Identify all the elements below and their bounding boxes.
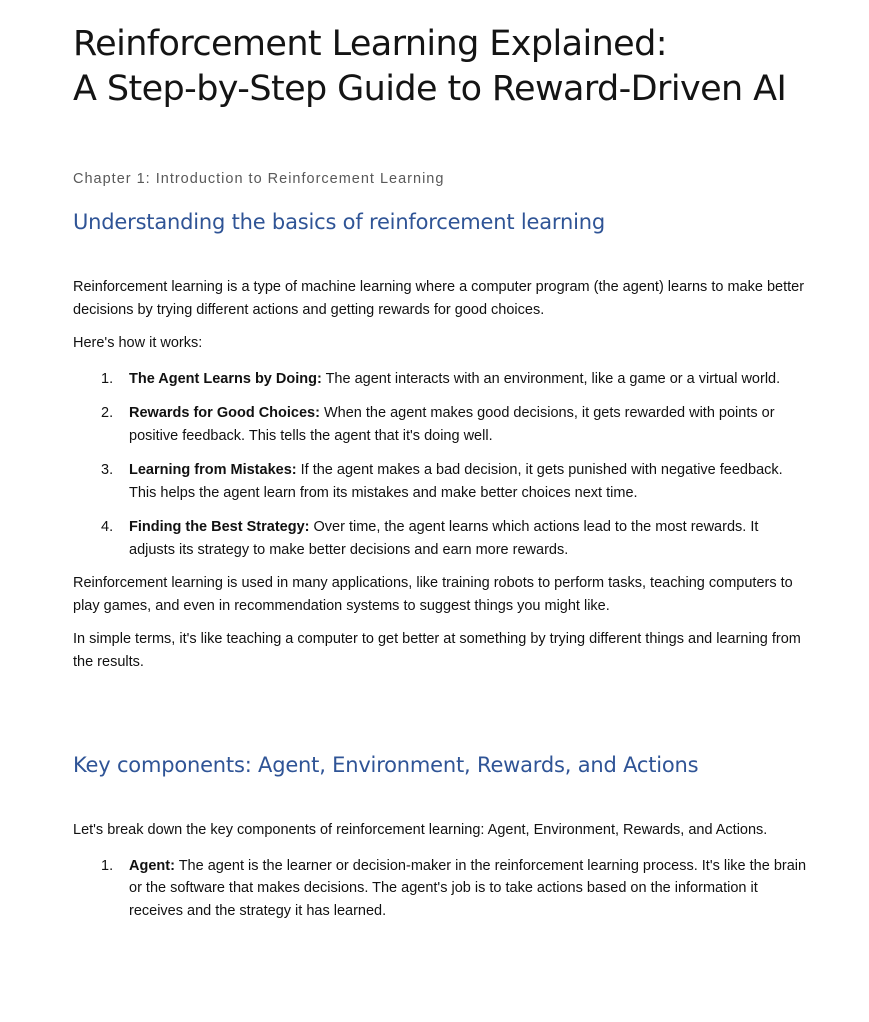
list-item-number: 2.	[101, 405, 114, 421]
list-item-number: 3.	[101, 462, 114, 478]
section-heading-basics: Understanding the basics of reinforcement learning	[73, 210, 605, 234]
document-title-line-1: Reinforcement Learning Explained:	[73, 24, 667, 64]
list-item-text: If the agent makes a bad decision, it gets punished with negative feedback. This helps the agent learn from its mistakes and make better choices next time.	[129, 462, 783, 501]
list-item	[73, 368, 808, 391]
list-item-text: When the agent makes good decisions, it gets rewarded with points or positive feedback. This tells the agent that it's doing well.	[129, 405, 775, 444]
document-page	[73, 0, 808, 922]
list-item-term: Agent:	[129, 857, 175, 874]
list-item-term: The Agent Learns by Doing:	[129, 370, 322, 387]
list-item-term: Learning from Mistakes:	[129, 462, 297, 478]
summary-paragraph: In simple terms, it's like teaching a computer to get better at something by trying different things and learning from the results.	[73, 631, 801, 670]
list-item-number: 4.	[101, 519, 114, 535]
list-item	[73, 855, 808, 923]
chapter-label: Chapter 1: Introduction to Reinforcement Learning	[73, 171, 445, 187]
list-item-text: Over time, the agent learns which actions lead to the most rewards. It adjusts its strategy to make better decisions and earn more rewards.	[129, 519, 759, 558]
applications-paragraph: Reinforcement learning is used in many applications, like training robots to perform tasks, teaching computers to play games, and even in recommendation systems to suggest things you might like.	[73, 575, 793, 614]
list-item-term: Rewards for Good Choices:	[129, 405, 320, 421]
how-it-works-lead: Here's how it works:	[73, 335, 203, 351]
section-heading-components: Key components: Agent, Environment, Rewards, and Actions	[73, 753, 699, 777]
document-title-line-2: A Step-by-Step Guide to Reward-Driven AI	[73, 69, 787, 109]
basics-intro-paragraph: Reinforcement learning is a type of machine learning where a computer program (the agent) learns to make better decisions by trying different actions and getting rewards for good choices.	[73, 279, 805, 318]
list-item-text: The agent is the learner or decision-maker in the reinforcement learning process. It's like the brain or the software that makes decisions. The agent's job is to take actions based on the information it receives and the strategy it has learned.	[129, 857, 807, 919]
components-intro-paragraph: Let's break down the key components of reinforcement learning: Agent, Environment, Rewards, and Actions.	[73, 822, 768, 838]
list-item-number: 1.	[101, 370, 114, 387]
list-item-number: 1.	[101, 857, 114, 874]
list-item-term: Finding the Best Strategy:	[129, 519, 310, 535]
list-item	[73, 402, 808, 447]
list-item	[73, 516, 808, 561]
document-title	[73, 22, 808, 112]
list-item	[73, 459, 808, 504]
components-list	[73, 855, 808, 923]
list-item-text: The agent interacts with an environment, like a game or a virtual world.	[321, 370, 781, 387]
how-it-works-list	[73, 368, 808, 562]
